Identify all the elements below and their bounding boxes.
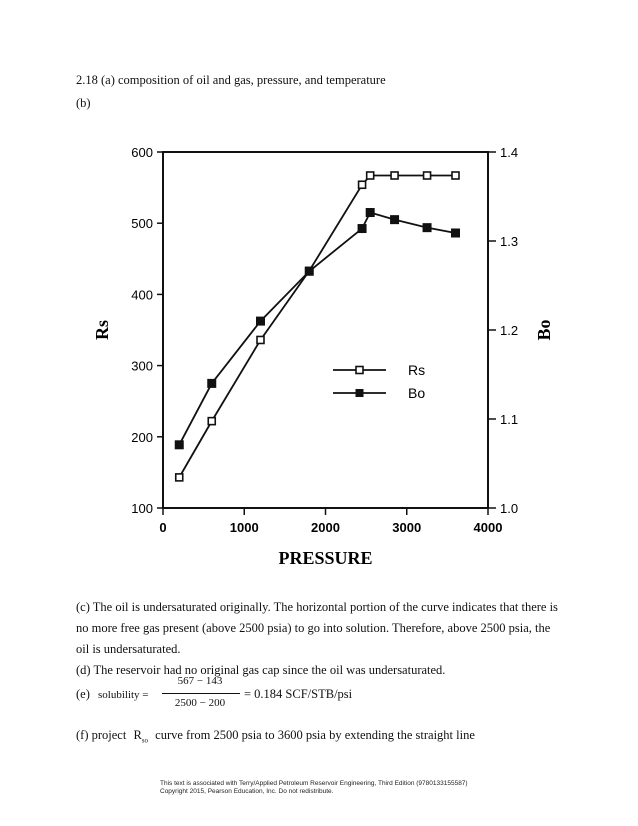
- y-left-tick-label: 200: [131, 429, 153, 445]
- y-right-tick-label: 1.0: [500, 501, 519, 516]
- y-right-axis-title: Bo: [534, 319, 554, 341]
- y-left-tick-label: 500: [131, 216, 153, 232]
- y-left-tick-label: 300: [131, 358, 153, 374]
- rso-r: R: [133, 728, 142, 742]
- y-left-axis-title: Rs: [92, 319, 112, 341]
- y-right-tick-label: 1.4: [500, 145, 519, 160]
- rs-point: [424, 172, 431, 179]
- footer-line-2: Copyright 2015, Pearson Education, Inc. Do not redistribute.: [160, 788, 334, 795]
- para-c-line-1: (c) The oil is undersaturated originally. The horizontal portion of the curve indicates that there is: [76, 600, 558, 614]
- bo-point: [208, 379, 216, 387]
- x-tick-label: 2000: [311, 520, 340, 535]
- legend-label: Bo: [408, 385, 426, 401]
- bo-point: [358, 225, 366, 233]
- part-b-label: (b): [76, 96, 91, 110]
- eq-lhs: solubility =: [98, 689, 149, 701]
- eq-numerator: 567 − 143: [177, 675, 223, 687]
- eq-denominator: 2500 − 200: [174, 697, 226, 709]
- rso-symbol: [133, 728, 149, 745]
- para-f-end: curve from 2500 psia to 3600 psia by extending the straight line: [155, 728, 475, 742]
- rs-point: [452, 172, 459, 179]
- x-tick-label: 1000: [229, 520, 259, 535]
- x-tick-label: 0: [159, 520, 167, 535]
- eq-rhs: = 0.184 SCF/STB/psi: [244, 687, 353, 701]
- x-tick-label: 4000: [473, 520, 503, 535]
- rs-point: [257, 336, 264, 343]
- bo-point: [423, 224, 431, 232]
- rs-point: [391, 172, 398, 179]
- rso-subscript: so: [141, 736, 149, 745]
- bo-point: [305, 267, 313, 275]
- legend-marker-open-square: [356, 367, 363, 374]
- rs-point: [367, 172, 374, 179]
- para-d: (d) The reservoir had no original gas cap since the oil was undersaturated.: [76, 663, 446, 677]
- para-c-line-3: oil is undersaturated.: [76, 642, 181, 656]
- para-f-start: (f) project: [76, 728, 127, 742]
- y-right-tick-label: 1.2: [500, 323, 519, 338]
- copyright-footer: [160, 780, 468, 796]
- rs-point: [176, 474, 183, 481]
- legend-marker-filled-square: [356, 389, 364, 397]
- legend-label: Rs: [408, 362, 426, 378]
- x-tick-label: 3000: [392, 520, 422, 535]
- y-left-tick-label: 100: [131, 501, 153, 516]
- rs-point: [208, 418, 215, 425]
- problem-heading: 2.18 (a) composition of oil and gas, pressure, and temperature: [76, 73, 386, 87]
- bo-point: [391, 216, 399, 224]
- rs-bo-chart: [88, 140, 568, 580]
- bo-series-line: [179, 213, 455, 445]
- bo-point: [175, 441, 183, 449]
- plot-frame: [163, 152, 488, 508]
- y-left-tick-label: 600: [131, 145, 153, 160]
- fraction-bar: [162, 693, 240, 694]
- bo-point: [452, 229, 460, 237]
- rs-point: [359, 181, 366, 188]
- y-right-tick-label: 1.3: [500, 234, 519, 249]
- y-right-tick-label: 1.1: [500, 412, 519, 427]
- footer-line-1: This text is associated with Terry/Applied Petroleum Reservoir Engineering, Third Edition (9780133155587): [160, 780, 468, 787]
- para-c-line-2: no more free gas present (above 2500 psia) to go into solution. Therefore, above 2500 psia, the: [76, 621, 551, 635]
- para-f: [76, 728, 475, 745]
- bo-point: [366, 209, 374, 217]
- eq-label: (e): [76, 687, 90, 701]
- bo-point: [257, 317, 265, 325]
- x-axis-title: PRESSURE: [278, 548, 373, 568]
- rs-series-line: [179, 175, 455, 477]
- y-left-tick-label: 400: [131, 287, 153, 303]
